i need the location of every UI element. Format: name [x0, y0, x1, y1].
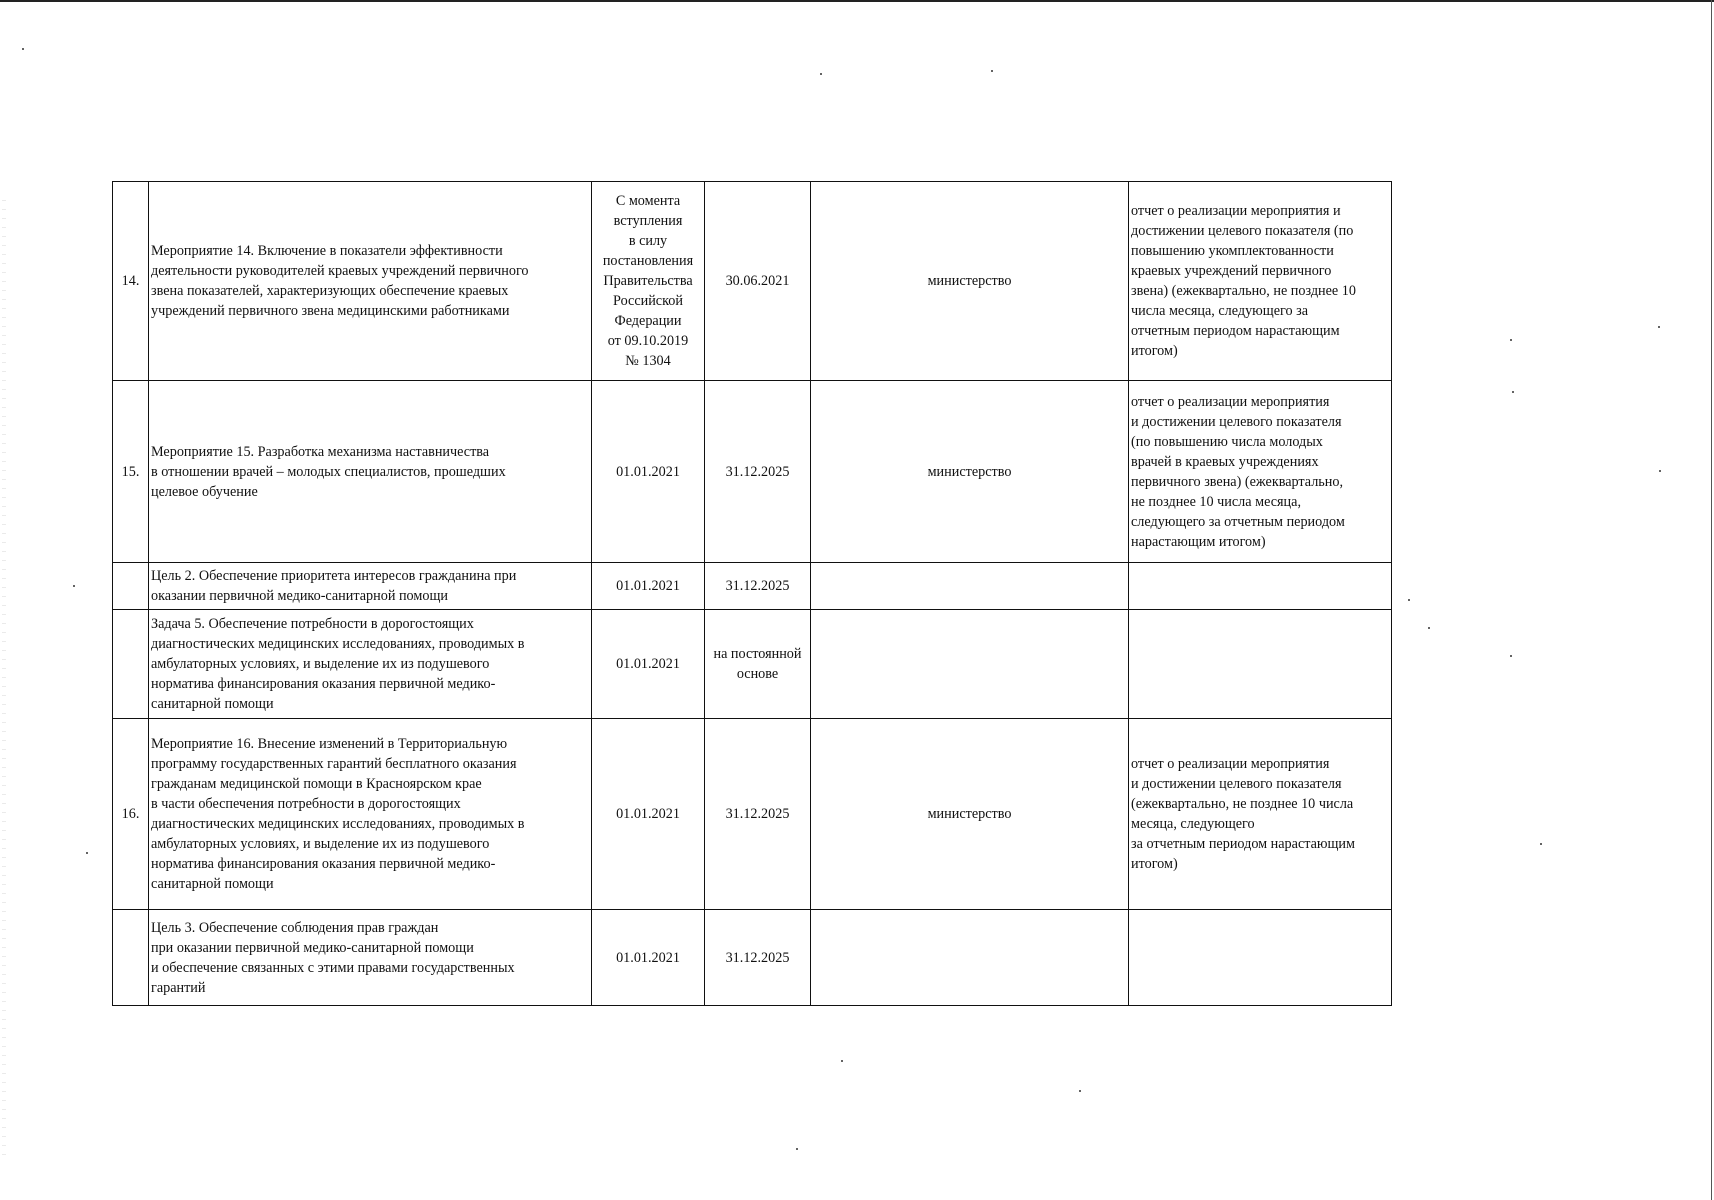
responsible-executor	[811, 610, 1129, 719]
scan-speck	[73, 585, 75, 587]
task-description: Задача 5. Обеспечение потребности в дорогостоящих диагностических медицинских исследованиях, проводимых в амбулаторных условиях, и выделение их из подушевого норматива финансирования оказания первичной медико- санитарной помощи	[149, 610, 592, 719]
scan-speck	[1408, 599, 1410, 601]
goal-description: Цель 3. Обеспечение соблюдения прав граждан при оказании первичной медико-санитарной помощи и обеспечение связанных с этими правами государственных гарантий	[149, 910, 592, 1006]
report-form: отчет о реализации мероприятия и достижении целевого показателя (по повышению укомплектованности краевых учреждений первичного звена) (ежеквартально, не позднее 10 числа месяца, следующего за отчетным периодом нарастающим итогом)	[1129, 182, 1392, 381]
table-row-activity-14	[113, 182, 1392, 381]
scan-speck	[1079, 1090, 1081, 1092]
scan-top-border	[0, 0, 1714, 2]
scan-speck	[86, 852, 88, 854]
scan-speck	[22, 48, 24, 50]
report-form: отчет о реализации мероприятия и достижении целевого показателя (по повышению числа молодых врачей в краевых учреждениях первичного звена) (ежеквартально, не позднее 10 числа месяца, следующего за отчетным периодом нарастающим итогом)	[1129, 381, 1392, 563]
scan-speck	[1540, 843, 1542, 845]
scan-speck	[1659, 470, 1661, 472]
row-number	[113, 610, 149, 719]
end-date: 31.12.2025	[705, 563, 811, 610]
goal-description: Цель 2. Обеспечение приоритета интересов гражданина при оказании первичной медико-санитарной помощи	[149, 563, 592, 610]
scan-speck	[1510, 339, 1512, 341]
activity-description: Мероприятие 14. Включение в показатели эффективности деятельности руководителей краевых учреждений первичного звена показателей, характеризующих обеспечение краевых учреждений первичного звена медицинскими работниками	[149, 182, 592, 381]
report-form	[1129, 563, 1392, 610]
activity-description: Мероприятие 16. Внесение изменений в Территориальную программу государственных гарантий бесплатного оказания гражданам медицинской помощи в Красноярском крае в части обеспечения потребности в дорогостоящих диагностических медицинских исследованиях, проводимых в амбулаторных условиях, и выделение их из подушевого норматива финансирования оказания первичной медико- санитарной помощи	[149, 719, 592, 910]
row-number	[113, 563, 149, 610]
responsible-executor: министерство	[811, 381, 1129, 563]
scan-speck	[841, 1060, 843, 1062]
table-row-activity-16	[113, 719, 1392, 910]
start-date: 01.01.2021	[592, 563, 705, 610]
report-form	[1129, 910, 1392, 1006]
scan-right-border	[1711, 0, 1712, 1200]
report-form	[1129, 610, 1392, 719]
start-date: С момента вступления в силу постановления Правительства Российской Федерации от 09.10.2019 № 1304	[592, 182, 705, 381]
activities-table	[112, 181, 1392, 1006]
scan-left-edge-noise	[2, 200, 6, 1160]
scan-speck	[1658, 326, 1660, 328]
scan-speck	[796, 1148, 798, 1150]
responsible-executor: министерство	[811, 182, 1129, 381]
table-row-goal-2	[113, 563, 1392, 610]
responsible-executor: министерство	[811, 719, 1129, 910]
end-date: на постоянной основе	[705, 610, 811, 719]
report-form: отчет о реализации мероприятия и достижении целевого показателя (ежеквартально, не позднее 10 числа месяца, следующего за отчетным периодом нарастающим итогом)	[1129, 719, 1392, 910]
scan-speck	[1510, 655, 1512, 657]
end-date: 30.06.2021	[705, 182, 811, 381]
start-date: 01.01.2021	[592, 719, 705, 910]
start-date: 01.01.2021	[592, 610, 705, 719]
scan-speck	[1428, 627, 1430, 629]
row-number: 16.	[113, 719, 149, 910]
responsible-executor	[811, 910, 1129, 1006]
end-date: 31.12.2025	[705, 910, 811, 1006]
start-date: 01.01.2021	[592, 381, 705, 563]
scan-speck	[1512, 391, 1514, 393]
table-row-goal-3	[113, 910, 1392, 1006]
row-number	[113, 910, 149, 1006]
row-number: 15.	[113, 381, 149, 563]
activity-description: Мероприятие 15. Разработка механизма наставничества в отношении врачей – молодых специалистов, прошедших целевое обучение	[149, 381, 592, 563]
row-number: 14.	[113, 182, 149, 381]
end-date: 31.12.2025	[705, 381, 811, 563]
end-date: 31.12.2025	[705, 719, 811, 910]
start-date: 01.01.2021	[592, 910, 705, 1006]
scan-speck	[820, 73, 822, 75]
table-row-task-5	[113, 610, 1392, 719]
table-row-activity-15	[113, 381, 1392, 563]
responsible-executor	[811, 563, 1129, 610]
scan-speck	[991, 70, 993, 72]
